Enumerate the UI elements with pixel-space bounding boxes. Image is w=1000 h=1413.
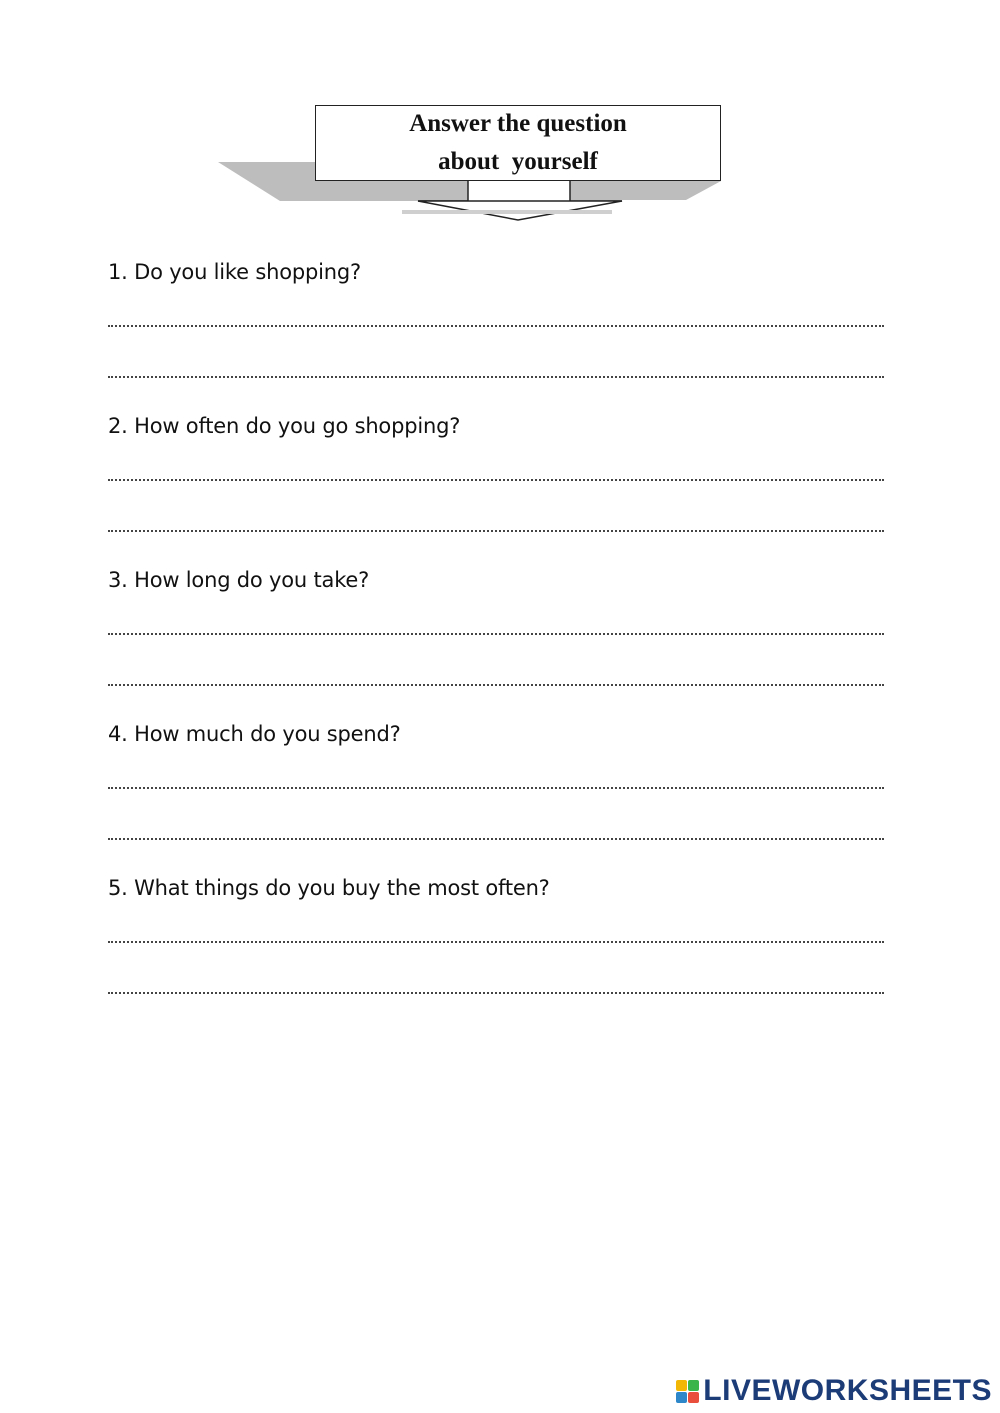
- question-item: [108, 564, 888, 718]
- title-line-1: Answer the question: [409, 110, 627, 137]
- answer-line[interactable]: [108, 376, 884, 378]
- answer-line[interactable]: [108, 838, 884, 840]
- title-box: [315, 105, 721, 181]
- answer-line[interactable]: [108, 787, 884, 789]
- question-item: [108, 256, 888, 410]
- question-text: 2. How often do you go shopping?: [108, 414, 461, 438]
- answer-line[interactable]: [108, 479, 884, 481]
- answer-line[interactable]: [108, 633, 884, 635]
- title-line-2: about yourself: [438, 148, 598, 175]
- title-banner: [0, 0, 1000, 230]
- answer-line[interactable]: [108, 684, 884, 686]
- answer-line[interactable]: [108, 325, 884, 327]
- question-text: 5. What things do you buy the most often?: [108, 876, 550, 900]
- question-text: 1. Do you like shopping?: [108, 260, 361, 284]
- answer-line[interactable]: [108, 530, 884, 532]
- question-item: [108, 872, 888, 1026]
- answer-line[interactable]: [108, 992, 884, 994]
- question-list: [108, 256, 888, 1026]
- brand-name: LIVEWORKSHEETS: [703, 1374, 992, 1407]
- question-text: 4. How much do you spend?: [108, 722, 401, 746]
- question-text: 3. How long do you take?: [108, 568, 370, 592]
- liveworksheets-logo-icon: [676, 1380, 699, 1403]
- question-item: [108, 718, 888, 872]
- question-item: [108, 410, 888, 564]
- answer-line[interactable]: [108, 941, 884, 943]
- footer-logo[interactable]: [676, 1375, 992, 1407]
